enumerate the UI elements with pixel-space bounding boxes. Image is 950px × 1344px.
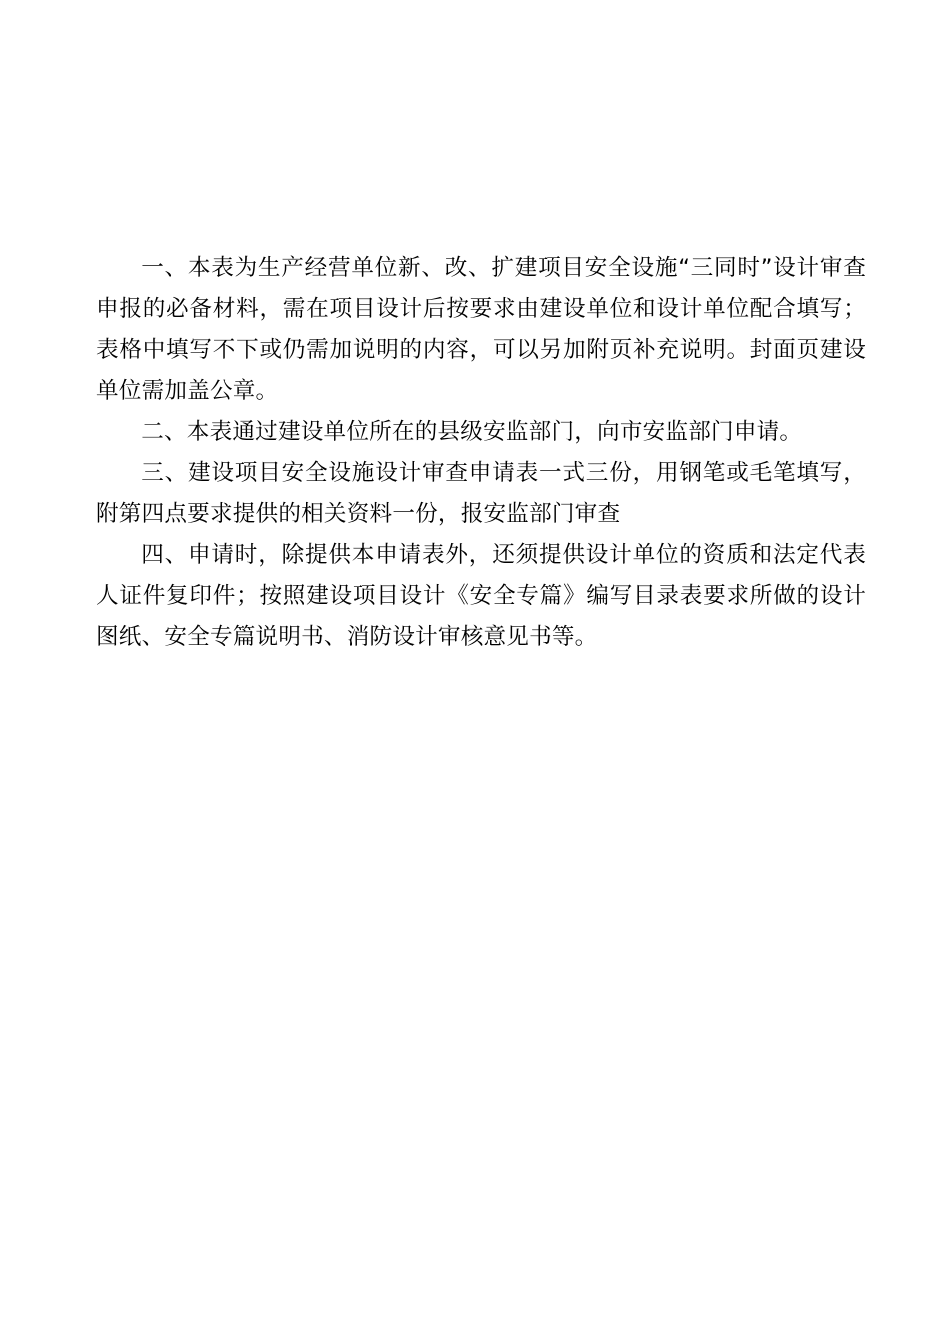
instructions-section bbox=[96, 248, 866, 658]
instruction-paragraph-4: 四、申请时，除提供本申请表外，还须提供设计单位的资质和法定代表人证件复印件；按照建设项目设计《安全专篇》编写目录表要求所做的设计图纸、安全专篇说明书、消防设计审核意见书等。 bbox=[96, 542, 866, 650]
instruction-paragraph-2: 二、本表通过建设单位所在的县级安监部门，向市安监部门申请。 bbox=[141, 419, 803, 445]
instruction-paragraph-3: 三、建设项目安全设施设计审查申请表一式三份，用钢笔或毛笔填写，附第四点要求提供的相关资料一份，报安监部门审查 bbox=[96, 460, 866, 527]
instruction-paragraph-1: 一、本表为生产经营单位新、改、扩建项目安全设施“三同时”设计审查申报的必备材料，需在项目设计后按要求由建设单位和设计单位配合填写；表格中填写不下或仍需加说明的内容，可以另加附页补充说明。封面页建设单位需加盖公章。 bbox=[96, 255, 866, 404]
